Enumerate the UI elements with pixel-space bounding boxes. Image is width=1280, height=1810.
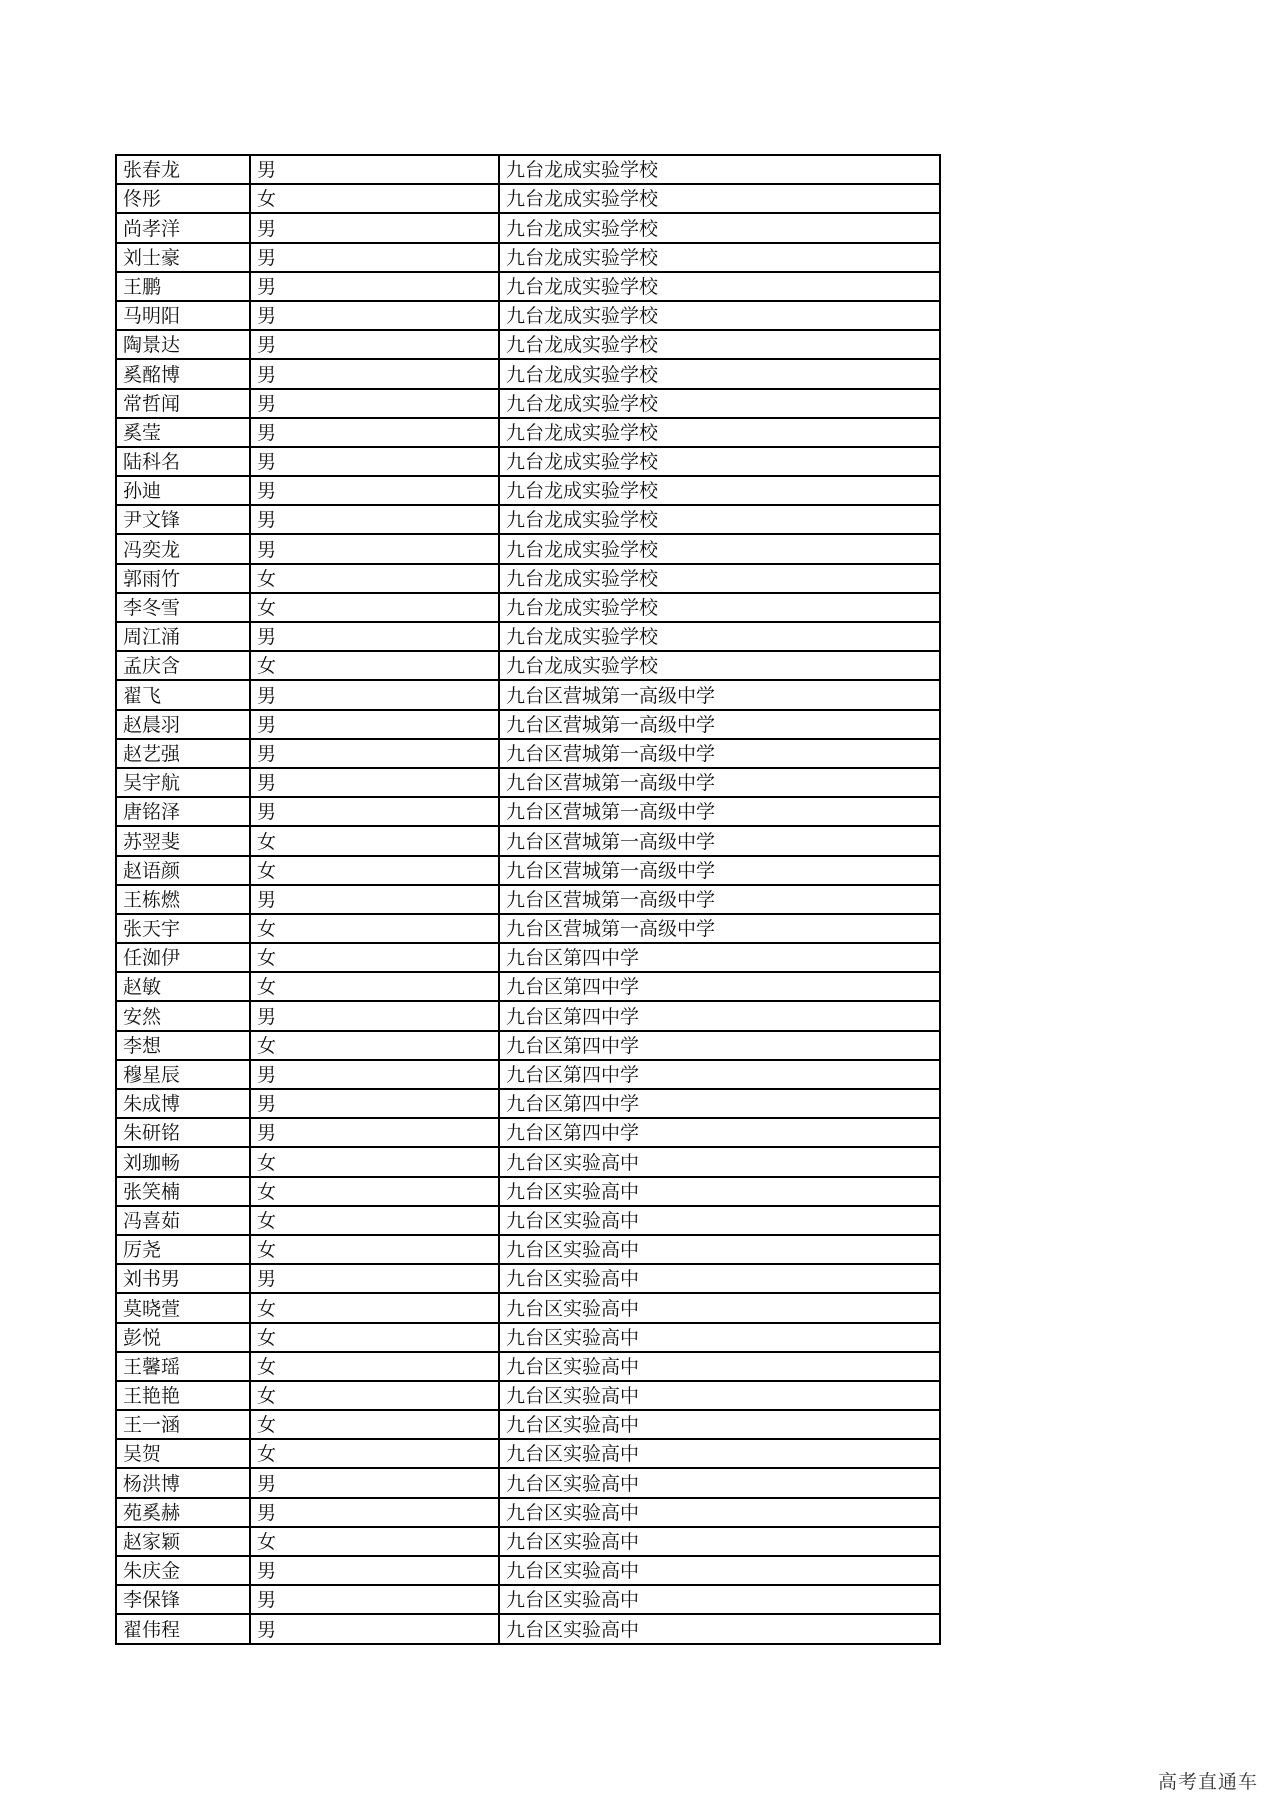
table-row — [116, 651, 940, 680]
table-row — [116, 1614, 940, 1643]
student-name-cell: 张天宇 — [116, 914, 250, 943]
table-row — [116, 797, 940, 826]
gender-cell: 男 — [250, 213, 499, 242]
gender-cell: 男 — [250, 155, 499, 184]
school-cell: 九台龙成实验学校 — [499, 389, 940, 418]
student-name-cell: 奚酩博 — [116, 359, 250, 388]
school-cell: 九台区实验高中 — [499, 1439, 940, 1468]
school-cell: 九台区第四中学 — [499, 1118, 940, 1147]
student-name-cell: 吴贺 — [116, 1439, 250, 1468]
table-row — [116, 564, 940, 593]
school-cell: 九台区第四中学 — [499, 1089, 940, 1118]
gender-cell: 男 — [250, 1118, 499, 1147]
gender-cell: 男 — [250, 389, 499, 418]
gender-cell: 男 — [250, 301, 499, 330]
school-cell: 九台区第四中学 — [499, 972, 940, 1001]
table-row — [116, 1001, 940, 1030]
table-row — [116, 856, 940, 885]
table-row — [116, 447, 940, 476]
table-row — [116, 476, 940, 505]
table-row — [116, 1147, 940, 1176]
school-cell: 九台区实验高中 — [499, 1206, 940, 1235]
school-cell: 九台区营城第一高级中学 — [499, 680, 940, 709]
student-name-cell: 赵语颜 — [116, 856, 250, 885]
table-row — [116, 1323, 940, 1352]
gender-cell: 女 — [250, 1235, 499, 1264]
student-name-cell: 刘珈畅 — [116, 1147, 250, 1176]
table-row — [116, 943, 940, 972]
student-name-cell: 王栋燃 — [116, 885, 250, 914]
gender-cell: 女 — [250, 1206, 499, 1235]
gender-cell: 男 — [250, 272, 499, 301]
student-name-cell: 陶景达 — [116, 330, 250, 359]
gender-cell: 男 — [250, 505, 499, 534]
student-name-cell: 赵敏 — [116, 972, 250, 1001]
school-cell: 九台区营城第一高级中学 — [499, 710, 940, 739]
school-cell: 九台区实验高中 — [499, 1323, 940, 1352]
gender-cell: 男 — [250, 768, 499, 797]
gender-cell: 女 — [250, 856, 499, 885]
table-row — [116, 389, 940, 418]
gender-cell: 男 — [250, 1001, 499, 1030]
student-name-cell: 王艳艳 — [116, 1381, 250, 1410]
gender-cell: 女 — [250, 1381, 499, 1410]
student-name-cell: 郭雨竹 — [116, 564, 250, 593]
school-cell: 九台区营城第一高级中学 — [499, 856, 940, 885]
roster-body — [116, 155, 940, 1644]
table-row — [116, 739, 940, 768]
gender-cell: 男 — [250, 885, 499, 914]
student-name-cell: 李冬雪 — [116, 593, 250, 622]
gender-cell: 男 — [250, 680, 499, 709]
school-cell: 九台区营城第一高级中学 — [499, 739, 940, 768]
student-name-cell: 穆星辰 — [116, 1060, 250, 1089]
school-cell: 九台区实验高中 — [499, 1468, 940, 1497]
student-name-cell: 赵晨羽 — [116, 710, 250, 739]
table-row — [116, 593, 940, 622]
table-row — [116, 1206, 940, 1235]
school-cell: 九台龙成实验学校 — [499, 184, 940, 213]
student-name-cell: 冯奕龙 — [116, 534, 250, 563]
school-cell: 九台区第四中学 — [499, 1001, 940, 1030]
student-name-cell: 佟彤 — [116, 184, 250, 213]
table-row — [116, 1293, 940, 1322]
student-name-cell: 安然 — [116, 1001, 250, 1030]
table-row — [116, 622, 940, 651]
table-row — [116, 1527, 940, 1556]
school-cell: 九台龙成实验学校 — [499, 622, 940, 651]
gender-cell: 男 — [250, 797, 499, 826]
student-name-cell: 尚孝洋 — [116, 213, 250, 242]
student-name-cell: 尹文锋 — [116, 505, 250, 534]
school-cell: 九台龙成实验学校 — [499, 330, 940, 359]
gender-cell: 男 — [250, 534, 499, 563]
table-row — [116, 1264, 940, 1293]
student-name-cell: 张春龙 — [116, 155, 250, 184]
school-cell: 九台区实验高中 — [499, 1585, 940, 1614]
student-name-cell: 张笑楠 — [116, 1177, 250, 1206]
gender-cell: 女 — [250, 1147, 499, 1176]
table-row — [116, 534, 940, 563]
table-row — [116, 1089, 940, 1118]
student-name-cell: 翟飞 — [116, 680, 250, 709]
table-row — [116, 885, 940, 914]
school-cell: 九台龙成实验学校 — [499, 534, 940, 563]
table-row — [116, 914, 940, 943]
table-row — [116, 1556, 940, 1585]
student-name-cell: 孟庆含 — [116, 651, 250, 680]
school-cell: 九台区实验高中 — [499, 1614, 940, 1643]
gender-cell: 男 — [250, 1264, 499, 1293]
gender-cell: 男 — [250, 418, 499, 447]
student-name-cell: 孙迪 — [116, 476, 250, 505]
table-row — [116, 1177, 940, 1206]
gender-cell: 女 — [250, 972, 499, 1001]
gender-cell: 女 — [250, 914, 499, 943]
student-name-cell: 王鹏 — [116, 272, 250, 301]
gender-cell: 女 — [250, 1527, 499, 1556]
student-name-cell: 刘士豪 — [116, 243, 250, 272]
gender-cell: 女 — [250, 1177, 499, 1206]
school-cell: 九台区实验高中 — [499, 1147, 940, 1176]
school-cell: 九台区实验高中 — [499, 1352, 940, 1381]
table-row — [116, 213, 940, 242]
school-cell: 九台龙成实验学校 — [499, 564, 940, 593]
student-name-cell: 李保锋 — [116, 1585, 250, 1614]
gender-cell: 男 — [250, 476, 499, 505]
table-row — [116, 1468, 940, 1497]
table-row — [116, 1235, 940, 1264]
student-name-cell: 莫晓萱 — [116, 1293, 250, 1322]
gender-cell: 男 — [250, 330, 499, 359]
student-name-cell: 苑奚赫 — [116, 1498, 250, 1527]
student-name-cell: 奚莹 — [116, 418, 250, 447]
school-cell: 九台区实验高中 — [499, 1410, 940, 1439]
gender-cell: 男 — [250, 243, 499, 272]
student-name-cell: 唐铭泽 — [116, 797, 250, 826]
gender-cell: 女 — [250, 184, 499, 213]
school-cell: 九台龙成实验学校 — [499, 651, 940, 680]
student-name-cell: 彭悦 — [116, 1323, 250, 1352]
school-cell: 九台龙成实验学校 — [499, 447, 940, 476]
school-cell: 九台区实验高中 — [499, 1527, 940, 1556]
student-name-cell: 吴宇航 — [116, 768, 250, 797]
school-cell: 九台龙成实验学校 — [499, 272, 940, 301]
school-cell: 九台区营城第一高级中学 — [499, 826, 940, 855]
table-row — [116, 418, 940, 447]
gender-cell: 女 — [250, 943, 499, 972]
gender-cell: 男 — [250, 739, 499, 768]
gender-cell: 女 — [250, 1352, 499, 1381]
student-name-cell: 刘书男 — [116, 1264, 250, 1293]
school-cell: 九台区实验高中 — [499, 1293, 940, 1322]
watermark-text: 高考直通车 — [1157, 1771, 1258, 1793]
table-row — [116, 359, 940, 388]
student-name-cell: 李想 — [116, 1031, 250, 1060]
gender-cell: 女 — [250, 1410, 499, 1439]
school-cell: 九台区实验高中 — [499, 1498, 940, 1527]
gender-cell: 女 — [250, 593, 499, 622]
student-name-cell: 朱成博 — [116, 1089, 250, 1118]
student-roster-table — [115, 154, 941, 1645]
student-name-cell: 王一涵 — [116, 1410, 250, 1439]
table-row — [116, 184, 940, 213]
student-name-cell: 常哲闻 — [116, 389, 250, 418]
table-row — [116, 1381, 940, 1410]
student-name-cell: 赵家颖 — [116, 1527, 250, 1556]
table-row — [116, 1439, 940, 1468]
school-cell: 九台区实验高中 — [499, 1235, 940, 1264]
gender-cell: 女 — [250, 651, 499, 680]
table-row — [116, 1498, 940, 1527]
school-cell: 九台区实验高中 — [499, 1556, 940, 1585]
school-cell: 九台龙成实验学校 — [499, 593, 940, 622]
table-row — [116, 243, 940, 272]
table-row — [116, 272, 940, 301]
school-cell: 九台区实验高中 — [499, 1177, 940, 1206]
gender-cell: 女 — [250, 826, 499, 855]
table-row — [116, 1118, 940, 1147]
gender-cell: 女 — [250, 1293, 499, 1322]
student-name-cell: 赵艺强 — [116, 739, 250, 768]
school-cell: 九台区营城第一高级中学 — [499, 797, 940, 826]
school-cell: 九台龙成实验学校 — [499, 155, 940, 184]
school-cell: 九台区实验高中 — [499, 1264, 940, 1293]
school-cell: 九台区营城第一高级中学 — [499, 914, 940, 943]
gender-cell: 女 — [250, 1439, 499, 1468]
table-row — [116, 680, 940, 709]
gender-cell: 女 — [250, 1031, 499, 1060]
student-name-cell: 王馨瑶 — [116, 1352, 250, 1381]
table-row — [116, 1352, 940, 1381]
gender-cell: 男 — [250, 447, 499, 476]
table-row — [116, 972, 940, 1001]
table-row — [116, 768, 940, 797]
gender-cell: 男 — [250, 1089, 499, 1118]
gender-cell: 男 — [250, 1498, 499, 1527]
table-row — [116, 155, 940, 184]
gender-cell: 女 — [250, 564, 499, 593]
table-row — [116, 826, 940, 855]
student-name-cell: 朱研铭 — [116, 1118, 250, 1147]
school-cell: 九台区第四中学 — [499, 1060, 940, 1089]
school-cell: 九台区营城第一高级中学 — [499, 885, 940, 914]
gender-cell: 男 — [250, 1614, 499, 1643]
table-row — [116, 330, 940, 359]
gender-cell: 男 — [250, 622, 499, 651]
student-name-cell: 苏翌斐 — [116, 826, 250, 855]
student-name-cell: 马明阳 — [116, 301, 250, 330]
gender-cell: 男 — [250, 1468, 499, 1497]
school-cell: 九台龙成实验学校 — [499, 418, 940, 447]
student-name-cell: 陆科名 — [116, 447, 250, 476]
table-row — [116, 1031, 940, 1060]
student-name-cell: 杨洪博 — [116, 1468, 250, 1497]
school-cell: 九台龙成实验学校 — [499, 243, 940, 272]
school-cell: 九台龙成实验学校 — [499, 505, 940, 534]
student-name-cell: 冯喜茹 — [116, 1206, 250, 1235]
table-row — [116, 1585, 940, 1614]
student-name-cell: 朱庆金 — [116, 1556, 250, 1585]
school-cell: 九台区第四中学 — [499, 943, 940, 972]
school-cell: 九台龙成实验学校 — [499, 213, 940, 242]
school-cell: 九台区第四中学 — [499, 1031, 940, 1060]
student-name-cell: 周江涌 — [116, 622, 250, 651]
table-row — [116, 1410, 940, 1439]
gender-cell: 男 — [250, 710, 499, 739]
student-name-cell: 任洳伊 — [116, 943, 250, 972]
gender-cell: 男 — [250, 359, 499, 388]
table-row — [116, 505, 940, 534]
table-row — [116, 1060, 940, 1089]
student-name-cell: 厉尧 — [116, 1235, 250, 1264]
gender-cell: 男 — [250, 1585, 499, 1614]
gender-cell: 男 — [250, 1556, 499, 1585]
student-name-cell: 翟伟程 — [116, 1614, 250, 1643]
table-row — [116, 710, 940, 739]
school-cell: 九台龙成实验学校 — [499, 476, 940, 505]
gender-cell: 男 — [250, 1060, 499, 1089]
gender-cell: 女 — [250, 1323, 499, 1352]
school-cell: 九台龙成实验学校 — [499, 301, 940, 330]
table-row — [116, 301, 940, 330]
school-cell: 九台区实验高中 — [499, 1381, 940, 1410]
school-cell: 九台龙成实验学校 — [499, 359, 940, 388]
school-cell: 九台区营城第一高级中学 — [499, 768, 940, 797]
